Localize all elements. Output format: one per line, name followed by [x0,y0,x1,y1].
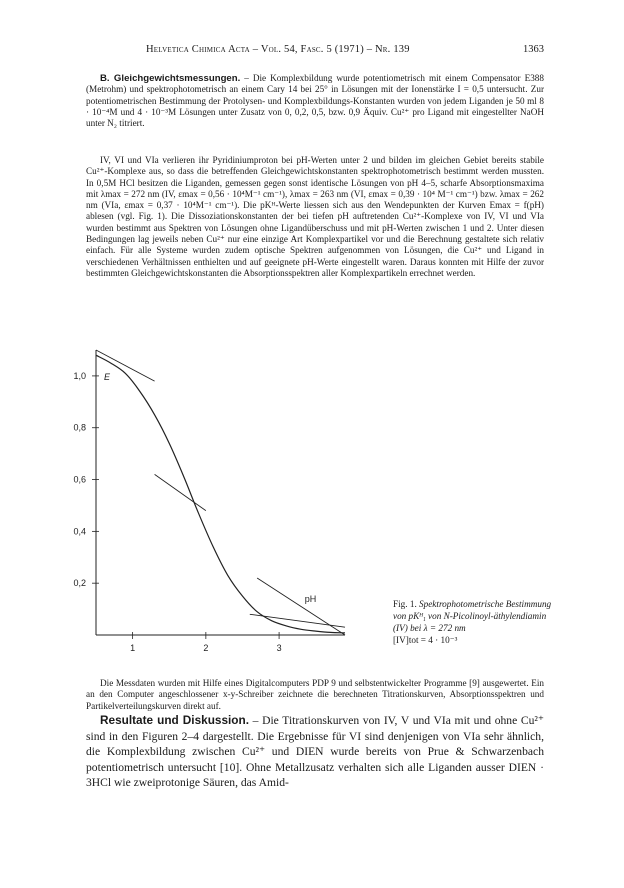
x-tick-label: 1 [130,643,136,653]
y-tick-label: 0,4 [73,526,86,537]
x-tick-label: 2 [203,643,209,653]
tangent-line [250,614,345,627]
section-b-text: – Die Komplexbildung wurde potentiometrisch mit einem Compensator E388 (Metrohm) und spektrophotometrisch an einem Cary 14 bei 25° in Lösungen mit der Ionenstärke I = 0,5 untersucht. Zur potentiometrischen Bestimmung der Protolysen- und Komplexbildungs-Konstanten wurden von jedem Liganden je 50 ml 8 · 10⁻⁴M und 4 · 10⁻³M Lösungen unter Zusatz von 0, 0,2, 0,5, bzw. 0,9 Äquiv. Cu²⁺ pro Ligand mit eingestellter NaOH unter N₂ titriert. [86,73,544,129]
results-text: – Die Titrationskurven von IV, V und VIa mit und ohne Cu²⁺ sind in den Figuren 2–4 dargestellt. Die Ergebnisse für VI sind denjenigen von VIa sehr ähnlich, die Komplexbildung zwischen Cu²⁺ und DIEN wurde bereits von Prue & Schwarzenbach potentiometrisch untersucht [10]. Ohne Metallzusatz verhalten sich alle Liganden ausser DIEN · 3HCl wie zweiprotonige Säuren, das Amid- [86,714,544,790]
results-title: Resultate und Diskussion. [100,713,249,727]
caption-title: Spektrophotometrische Bestimmung von pKᴴ₁ von N-Picolinoyl-äthylendiamin (IV) bei λ = 272 nm [393,599,552,633]
results-paragraph [86,713,544,791]
paragraph-2: IV, VI und VIa verlieren ihr Pyridiniumproton bei pH-Werten unter 2 und bilden im gleichen Gebiet bereits stabile Cu²⁺-Komplexe aus, so dass die betreffenden Gleichgewichtskonstanten spektrophotometrisch bestimmt werden mussten. In 0,5M HCl besitzen die Liganden, gemessen gegen sonst identische Lösungen von pH 4–5, scharfe Absorptionsmaxima mit λmax = 272 nm (IV, εmax = 0,56 · 10⁴M⁻¹ cm⁻¹), λmax = 263 nm (VI, εmax = 0,39 · 10⁴ M⁻¹ cm⁻¹) bzw. λmax = 262 nm (VIa, εmax = 0,37 · 10⁴M⁻¹ cm⁻¹). Die pKᴴ-Werte liessen sich aus den Wendepunkten der Kurven Emax = f(pH) ablesen (vgl. Fig. 1). Die Dissoziationskonstanten der bei tiefen pH auftretenden Cu²⁺-Komplexe von IV, VI und VIa wurden bestimmt aus Spektren von Lösungen ohne Ligandüberschuss und mit pH-Werten zwischen 1 und 2. Unter diesen Bedingungen lag jeweils neben Cu²⁺ nur eine einzige Art Komplexpartikel vor und die Berechnung gestaltete sich relativ einfach. Für alle Systeme wurden zudem optische Spektren aufgenommen von Lösungen, die Cu²⁺ und Ligand in verschiedenen Verhältnissen enthielten und auf geeignete pH-Werte eingestellt waren. Daraus konnten mit Hilfe der zuvor bestimmten Gleichgewichtskonstanten die Absorptionsspektren aller Komplexpartikeln errechnet werden. [86,155,544,278]
page-number: 1363 [523,44,544,55]
journal-title: Helvetica Chimica Acta – Vol. 54, Fasc. 5 (1971) – Nr. 139 [146,44,410,55]
caption-concentration: [IV]tot = 4 · 10⁻³ [393,635,458,645]
caption-label: Fig. 1. [393,599,417,609]
x-axis-label: pH [304,594,317,605]
tangent-line [257,578,345,635]
figure-1 [60,345,350,663]
x-tick-label: 3 [276,643,282,653]
tangent-line [155,474,206,510]
section-b-paragraph [86,73,544,129]
y-tick-label: 0,6 [73,474,86,485]
paragraph-3: Die Messdaten wurden mit Hilfe eines Digitalcomputers PDP 9 und selbstentwickelter Programme [9] ausgewertet. Ein an den Computer angeschlossener x-y-Schreiber zeichnete die berechneten Titrationskurven, Absorptionsspektren und Partikelverteilungskurven direkt auf. [86,678,544,711]
series-line [96,355,345,633]
chart-curves [96,350,345,635]
figure-1-chart [60,345,350,663]
figure-1-caption [393,598,553,646]
y-axis-label: E [104,371,111,382]
chart-labels [73,371,316,653]
y-tick-label: 1,0 [73,370,86,381]
y-tick-label: 0,2 [73,578,86,589]
y-tick-label: 0,8 [73,422,86,433]
section-b-title: B. Gleichgewichtsmessungen. [100,73,241,84]
